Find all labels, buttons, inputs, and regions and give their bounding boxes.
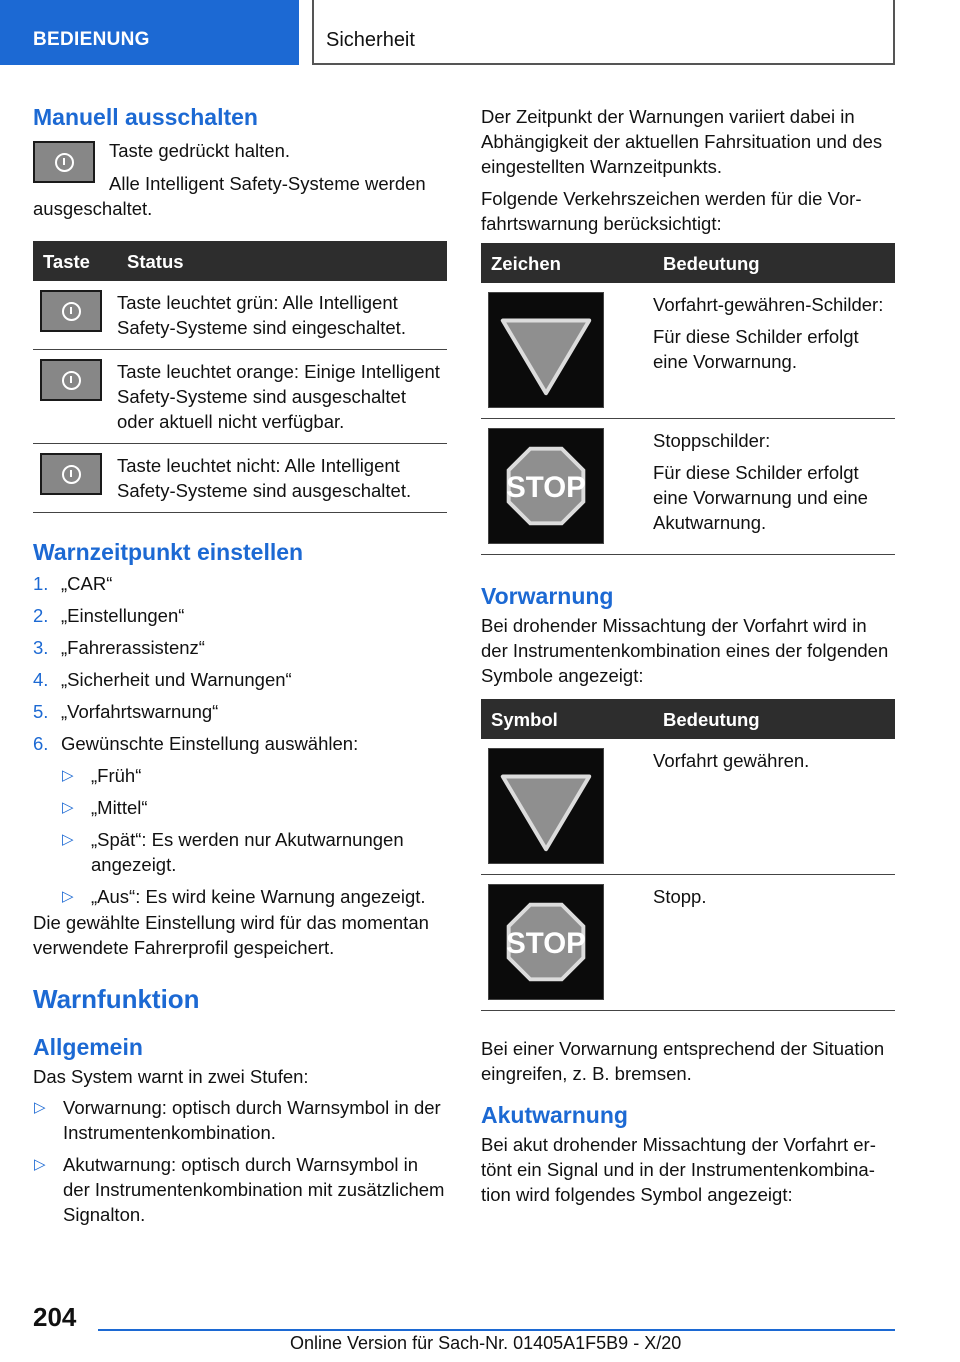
arrow-right-icon: ▷ — [62, 767, 74, 784]
heading-warn-time: Warnzeitpunkt einstellen — [33, 539, 304, 565]
symbol-meaning-yield: Vorfahrt gewähren. — [653, 739, 895, 875]
vorwarnung-action: Bei einer Vorwarnung entsprechend der Situation eingreifen, z. B. bremsen. — [481, 1038, 885, 1084]
arrow-right-icon: ▷ — [34, 1099, 46, 1116]
signs-intro: Folgende Verkehrszeichen werden für die Vorfahrtswarnung berücksichtigt: — [481, 188, 862, 234]
list-item: 3. „Fahrerassistenz“ — [33, 637, 205, 658]
heading-warnfunktion: Warnfunktion — [33, 984, 200, 1014]
symbols-table-header — [481, 699, 895, 739]
symbols-table — [481, 699, 895, 1011]
signs-table-col-zeichen: Zeichen — [481, 243, 653, 283]
svg-text:STOP: STOP — [506, 470, 586, 504]
table-row — [481, 875, 895, 1011]
left-column — [33, 100, 447, 1234]
status-table — [33, 241, 447, 513]
allgemein-text: Das System warnt in zwei Stufen: — [33, 1066, 309, 1087]
intelligent-safety-button-icon — [40, 453, 102, 495]
svg-text:STOP: STOP — [506, 926, 586, 960]
list-item: ▷ „Spät“: Es werden nur Akutwarnungen angezeigt. — [62, 829, 404, 875]
arrow-right-icon: ▷ — [62, 831, 74, 848]
sign-meaning-stop-detail: Für diese Schilder erfolgt eine Vorwarnung und eine Akutwarnung. — [653, 462, 868, 533]
list-item: 6. Gewünschte Einstellung auswählen: ▷ „Früh“ ▷ „Mittel“ ▷ „Spät“: Es werden nur Akutwarnungen angezeigt. ▷ „Aus“: Es wird keine Warnung angezeigt. — [33, 731, 447, 909]
status-table-header — [33, 241, 447, 281]
stages-list — [33, 1095, 447, 1227]
list-item: 5. „Vorfahrtswarnung“ — [33, 701, 219, 722]
header-topic-box — [312, 0, 895, 65]
sign-meaning-stop: Stoppschilder: — [653, 430, 771, 451]
signs-table — [481, 243, 895, 555]
stop-sign-icon — [488, 884, 604, 1000]
sign-meaning-yield-detail: Für diese Schilder erfolgt eine Vorwarnung. — [653, 326, 859, 372]
table-row — [33, 350, 447, 444]
header-section-tab — [0, 0, 299, 65]
options-list — [61, 763, 447, 909]
page-number: 204 — [33, 1302, 77, 1332]
right-column — [481, 100, 895, 1207]
symbol-meaning-stop: Stopp. — [653, 875, 895, 1011]
list-item: ▷ Akutwarnung: optisch durch Warnsymbol in der Instrumentenkombination mit zusätzlichem Signalton. — [34, 1154, 445, 1225]
status-table-col-taste: Taste — [33, 241, 117, 281]
timing-text: Der Zeitpunkt der Warnungen variiert dabei in Abhängigkeit der aktuellen Fahrsituation und des eingestellten Warnzeitpunkts. — [481, 106, 883, 177]
table-row — [481, 283, 895, 419]
list-item: 2. „Einstellungen“ — [33, 605, 185, 626]
footer-divider — [98, 1329, 895, 1331]
list-item: 1. „CAR“ — [33, 573, 113, 594]
saved-note: Die gewählte Einstellung wird für das momentan verwendete Fahrerprofil gespeichert. — [33, 912, 429, 958]
signs-table-header — [481, 243, 895, 283]
list-item: ▷ „Mittel“ — [62, 797, 148, 818]
table-row — [481, 419, 895, 555]
akutwarnung-text: Bei akut drohender Missachtung der Vorfahrt ertönt ein Signal und in der Instrumentenkombination wird folgendes Symbol angezeigt: — [481, 1134, 876, 1205]
table-row — [33, 444, 447, 513]
sign-meaning-yield: Vorfahrt-gewähren-Schilder: — [653, 294, 884, 315]
signs-table-col-bedeutung: Bedeutung — [653, 243, 895, 283]
symbols-table-col-symbol: Symbol — [481, 699, 653, 739]
manual-off-text-1: Taste gedrückt halten. — [109, 140, 290, 161]
intelligent-safety-button-icon — [33, 141, 95, 183]
heading-manual-off: Manuell ausschalten — [33, 104, 258, 130]
list-item: ▷ „Aus“: Es wird keine Warnung angezeigt. — [62, 886, 426, 907]
status-text: Taste leuchtet nicht: Alle Intelligent Safety-Systeme sind ausgeschaltet. — [117, 444, 447, 513]
table-row — [481, 739, 895, 875]
status-text: Taste leuchtet orange: Einige Intelligent Safety-Systeme sind ausgeschaltet oder aktuell nicht verfügbar. — [117, 350, 447, 444]
heading-akutwarnung: Akutwarnung — [481, 1102, 628, 1128]
arrow-right-icon: ▷ — [62, 888, 74, 905]
stop-sign-icon — [488, 428, 604, 544]
footer-version-text: Online Version für Sach-Nr. 01405A1F5B9 - X/20 — [290, 1333, 682, 1353]
list-item: 4. „Sicherheit und Warnungen“ — [33, 669, 292, 690]
heading-allgemein: Allgemein — [33, 1034, 143, 1060]
table-row — [33, 281, 447, 350]
list-item: ▷ „Früh“ — [62, 765, 142, 786]
intelligent-safety-button-icon — [40, 359, 102, 401]
yield-sign-icon — [488, 748, 604, 864]
list-item: ▷ Vorwarnung: optisch durch Warnsymbol in der Instrumentenkombination. — [34, 1097, 441, 1143]
arrow-right-icon: ▷ — [62, 799, 74, 816]
manual-off-text-2: Alle Intelligent Safety-Systeme werden ausgeschaltet. — [33, 173, 426, 219]
intelligent-safety-button-icon — [40, 290, 102, 332]
status-table-col-status: Status — [117, 241, 447, 281]
heading-vorwarnung: Vorwarnung — [481, 583, 614, 609]
arrow-right-icon: ▷ — [34, 1156, 46, 1173]
steps-list — [33, 571, 447, 909]
header-section-label: BEDIENUNG — [33, 29, 150, 50]
vorwarnung-text: Bei drohender Missachtung der Vorfahrt wird in der Instrumentenkombination eines der folgenden Symbole angezeigt: — [481, 615, 889, 686]
header-topic-label: Sicherheit — [326, 29, 415, 51]
symbols-table-col-bedeutung: Bedeutung — [653, 699, 895, 739]
yield-sign-icon — [488, 292, 604, 408]
status-text: Taste leuchtet grün: Alle Intelligent Safety-Systeme sind eingeschaltet. — [117, 281, 447, 350]
